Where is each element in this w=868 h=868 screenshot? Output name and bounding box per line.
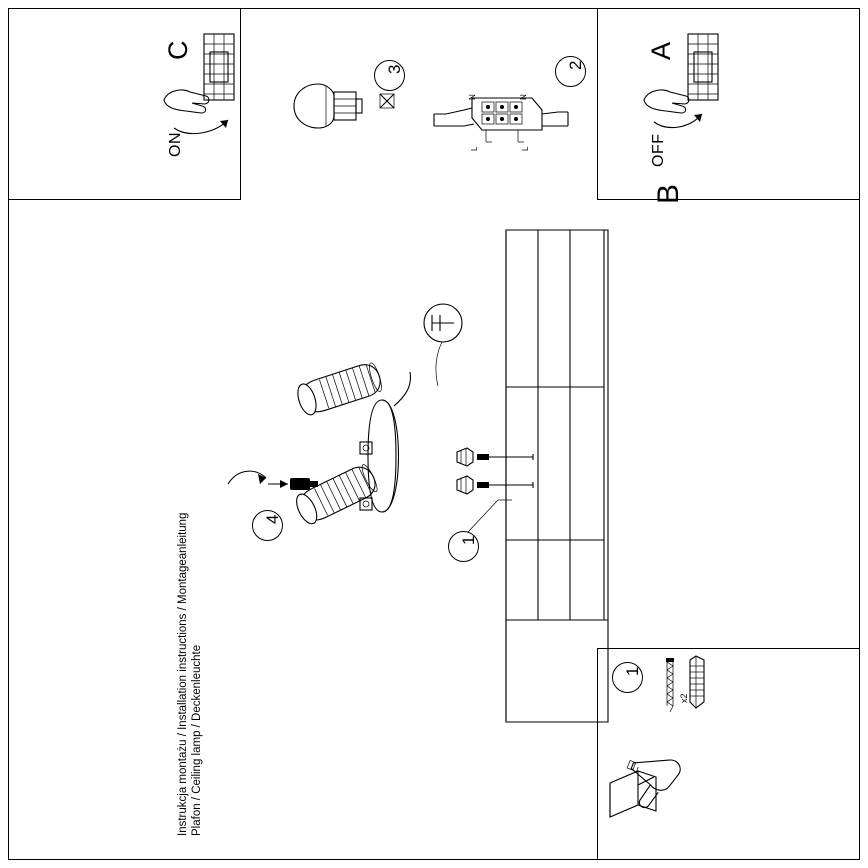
- step-2-number: 2: [565, 60, 585, 70]
- document-title-line-2: Plafon / Ceiling lamp / Deckenleuchte: [191, 644, 203, 836]
- panel-c-bottom-divider: [9, 199, 241, 200]
- hardware-items: [650, 650, 720, 730]
- step-4-marker: [252, 510, 283, 541]
- hardware-panel-top-divider: [597, 648, 859, 649]
- panel-a-left-divider: [597, 9, 598, 200]
- terminal-label-l2: L: [521, 146, 530, 151]
- step-2-marker: [555, 56, 586, 87]
- panel-a-illustration: [640, 28, 750, 148]
- screwdriver-illustration: [604, 735, 714, 825]
- step-1-leader: [462, 478, 522, 536]
- document-title-line-1: Instrukcja montażu / Installation instructions / Montageanleitung: [177, 512, 189, 836]
- step-4-rotation-arrow: [222, 462, 332, 510]
- step-2-illustration: [432, 86, 572, 156]
- step-4-number: 4: [262, 514, 282, 524]
- hardware-quantity-label: x2: [679, 693, 689, 703]
- hardware-panel-left-divider: [597, 648, 598, 860]
- step-1-hardware-number: 1: [622, 666, 642, 676]
- step-3-number: 3: [384, 64, 404, 74]
- terminal-label-l1: L: [470, 146, 479, 151]
- panel-a-letter: A: [646, 41, 676, 60]
- step-1-mounting-number: 1: [458, 535, 478, 545]
- step-1-hardware-marker: [612, 662, 643, 693]
- panel-a-bottom-divider: [597, 199, 859, 200]
- panel-b-letter: B: [652, 183, 685, 204]
- panel-c-state-label: ON: [167, 132, 184, 157]
- panel-c-letter: C: [163, 40, 193, 60]
- step-3-illustration: [284, 72, 404, 142]
- terminal-label-n1: N: [468, 94, 477, 100]
- panel-c-illustration: [176, 28, 246, 148]
- panel-a-state-label: OFF: [650, 133, 667, 167]
- terminal-label-n2: N: [519, 94, 528, 100]
- protection-class-leader: [418, 340, 448, 390]
